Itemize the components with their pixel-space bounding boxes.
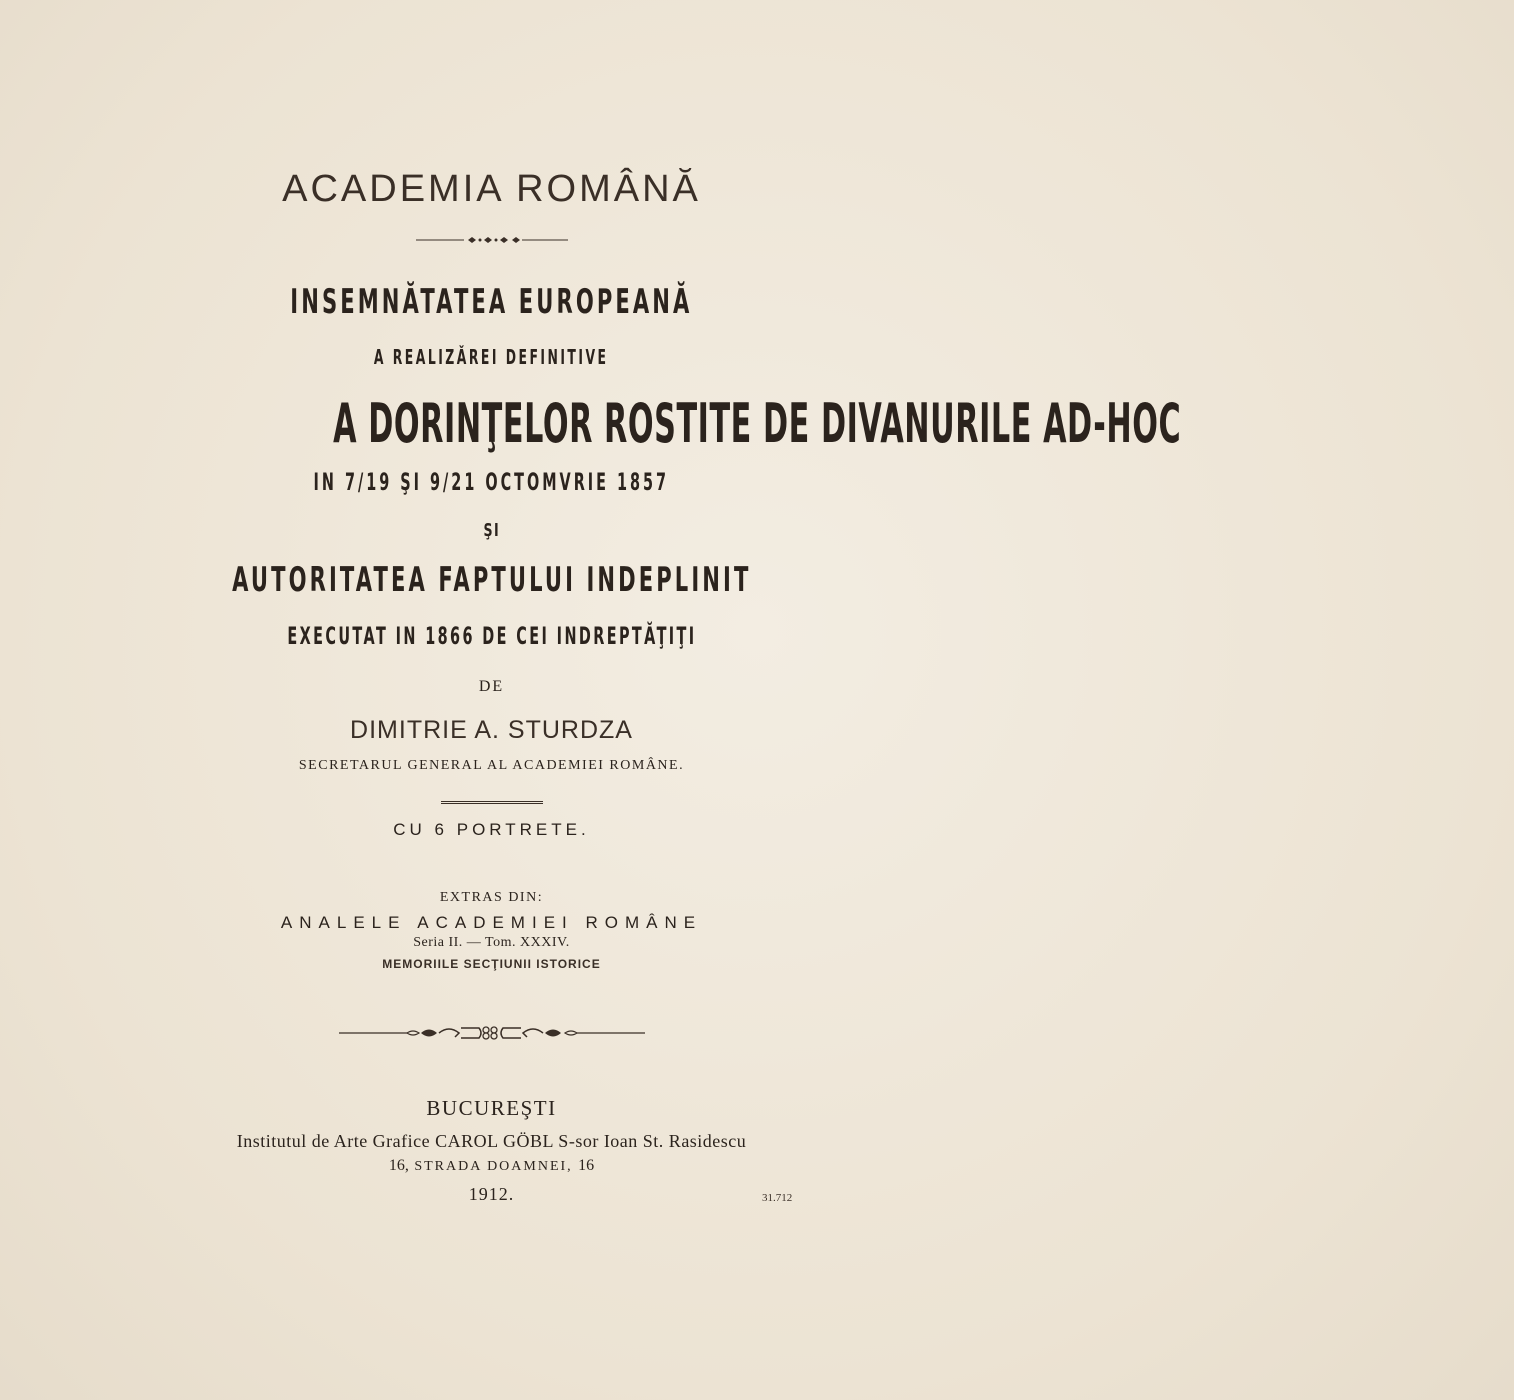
title-line-2-text: A REALIZĂREI DEFINITIVE bbox=[374, 345, 609, 369]
annals-title: ANALELE ACADEMIEI ROMÂNE bbox=[280, 913, 703, 932]
title-line-6 bbox=[0, 560, 983, 600]
author-by: DE bbox=[478, 678, 505, 695]
title-line-5-text: ŞI bbox=[483, 520, 500, 541]
double-rule-divider bbox=[441, 801, 543, 804]
title-line-1-text: INSEMNĂTATEA EUROPEANĂ bbox=[290, 282, 693, 322]
bottom-ornament bbox=[0, 1020, 983, 1044]
portraits-note: CU 6 PORTRETE. bbox=[393, 820, 590, 839]
author-name: DIMITRIE A. STURDZA bbox=[350, 716, 633, 744]
top-ornament bbox=[0, 230, 983, 250]
title-line-3-text: A DORINŢELOR ROSTITE DE DIVANURILE AD-HOC bbox=[333, 392, 1182, 455]
address-street: STRADA DOAMNEI, bbox=[414, 1159, 573, 1174]
address-number-end: 16 bbox=[578, 1157, 595, 1174]
imprint-year: 1912. bbox=[468, 1184, 515, 1204]
scroll-ornament-icon bbox=[337, 1020, 647, 1044]
imprint-publisher: Institutul de Arte Grafice CAROL GÖBL S-sor Ioan St. Rasidescu bbox=[236, 1131, 747, 1151]
author-role: SECRETARUL GENERAL AL ACADEMIEI ROMÂNE. bbox=[298, 758, 685, 773]
title-line-2 bbox=[0, 345, 983, 369]
title-line-3 bbox=[0, 392, 1182, 455]
ornament-divider-icon bbox=[412, 230, 572, 250]
extract-label: EXTRAS DIN: bbox=[439, 890, 544, 905]
address-number: 16, bbox=[388, 1157, 409, 1174]
imprint-city: BUCUREŞTI bbox=[426, 1096, 557, 1120]
title-line-7-text: EXECUTAT IN 1866 DE CEI INDREPTĂŢIŢI bbox=[286, 622, 697, 650]
academy-heading: ACADEMIA ROMÂNĂ bbox=[282, 168, 701, 210]
title-line-7 bbox=[0, 622, 983, 650]
title-line-5 bbox=[0, 520, 983, 541]
imprint-address bbox=[0, 1157, 983, 1175]
title-line-4-text: IN 7/19 ŞI 9/21 OCTOMVRIE 1857 bbox=[313, 468, 670, 496]
title-line-1 bbox=[0, 282, 983, 322]
catalog-number: 31.712 bbox=[762, 1192, 793, 1204]
title-line-6-text: AUTORITATEA FAPTULUI INDEPLINIT bbox=[231, 560, 752, 600]
title-line-4 bbox=[0, 468, 983, 496]
series-volume: Seria II. — Tom. XXXIV. bbox=[413, 935, 570, 950]
memoirs-section: MEMORIILE SECŢIUNII ISTORICE bbox=[382, 957, 601, 971]
